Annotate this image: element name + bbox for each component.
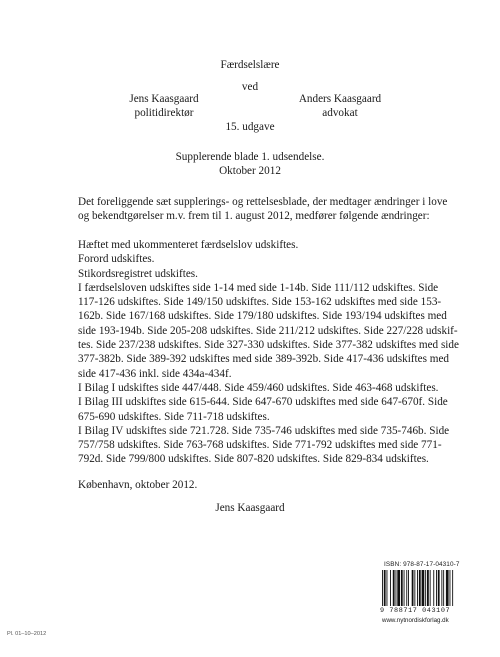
edition-text: 15. udgave [225,121,275,133]
subtitle-line-1: Supplerende blade 1. udsendelse. [175,151,325,163]
author-left-name: Jens Kaasgaard [129,93,199,105]
change-line: 757/758 udskiftes. Side 763-768 udskiftes. Side 771-792 udskiftes med side 771- [78,439,442,452]
author-right-role: advokat [322,107,358,119]
author-left [104,92,224,120]
change-line: I Bilag IV udskiftes side 721.728. Side 735-746 udskiftes med side 735-746b. Side [78,424,450,437]
isbn-label: ISBN: 978-87-17-04310-7 [384,561,460,568]
ved-text: ved [241,81,259,93]
place-date: København, oktober 2012. [78,479,198,491]
subtitle-line-2: Oktober 2012 [219,165,281,177]
change-line: 377-382b. Side 389-392 udskiftes med side 389-392b. Side 417-436 udskiftes med [78,353,450,366]
isbn-barcode-block [376,561,482,625]
intro-line: Det foreliggende sæt supplerings- og rettelsesblade, der medtager ændringer i love [78,196,448,208]
change-line: tes. Side 237/238 udskiftes. Side 327-330 udskiftes. Side 377-382 udskiftes med side [78,339,459,352]
change-line: I færdselsloven udskiftes side 1-14 med side 1-14b. Side 111/112 udskiftes. Side [78,281,439,294]
author-left-role: politidirektør [134,107,194,119]
footer-code: Pl. 01–10–2012 [7,631,47,637]
change-line: 162b. Side 167/168 udskiftes. Side 179/180 udskiftes. Side 193/194 udskiftes med [78,310,447,323]
intro-line: og bekendtgørelser m.v. frem til 1. august 2012, medfører følgende ændringer: [78,210,430,223]
author-right-name: Anders Kaasgaard [298,93,382,105]
change-line: Stikordsregistret udskiftes. [78,267,198,280]
barcode-digits: 9 788717 043107 [380,607,451,615]
change-line: side 417-436 inkl. side 434a-434f. [78,367,232,380]
change-line: I Bilag III udskiftes side 615-644. Side 647-670 udskiftes med side 647-670f. Side [78,396,448,409]
intro-paragraph [78,195,448,224]
signature: Jens Kaasgaard [215,502,285,514]
change-line: Hæftet med ukommenteret færdselslov udskiftes. [78,239,299,251]
change-line: 792d. Side 799/800 udskiftes. Side 807-820 udskiftes. Side 829-834 udskiftes. [78,453,429,466]
change-line: 117-126 udskiftes. Side 149/150 udskiftes. Side 153-162 udskiftes med side 153- [78,296,442,309]
subtitle [0,150,500,178]
change-line: side 193-194b. Side 205-208 udskiftes. Side 211/212 udskiftes. Side 227/228 udskif- [78,324,458,337]
book-title: Færdselslære [220,59,280,71]
author-right [280,92,400,120]
changes-list [78,238,459,467]
change-line: 675-690 udskiftes. Side 711-718 udskiftes. [78,410,270,423]
barcode-image [380,570,482,608]
publisher-website: www.nytnordiskforlag.dk [382,617,449,624]
change-line: I Bilag I udskiftes side 447/448. Side 459/460 udskiftes. Side 463-468 udskiftes. [78,381,439,394]
change-line: Forord udskiftes. [78,253,155,266]
